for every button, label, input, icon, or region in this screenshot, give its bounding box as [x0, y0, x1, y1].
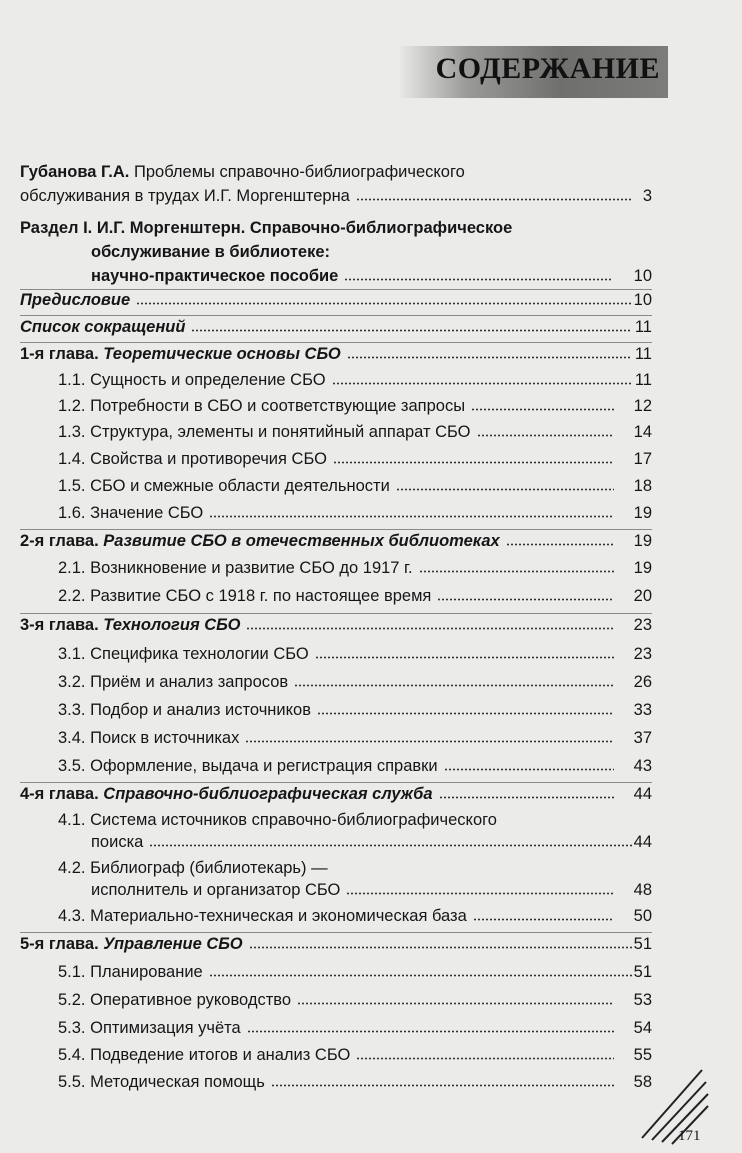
dot-leader — [317, 712, 614, 715]
item-title: 3.2. Приём и анализ запросов — [58, 673, 289, 691]
dot-leader — [396, 488, 614, 491]
item-page: 12 — [633, 397, 652, 415]
item-title-line1: 4.2. Библиограф (библиотекарь) — — [58, 859, 328, 877]
item-title: 2.2. Развитие СБО с 1918 г. по настоящее время — [58, 587, 432, 605]
item-page: 51 — [633, 963, 652, 981]
item-title: 2.1. Возникновение и развитие СБО до 1917 г. — [58, 559, 413, 577]
dot-leader — [136, 302, 632, 305]
item-page: 23 — [633, 645, 652, 663]
section-title-line2: обслуживание в библиотеке: — [91, 243, 331, 261]
item-page: 44 — [633, 833, 652, 851]
item-title: 5.3. Оптимизация учёта — [58, 1019, 241, 1037]
chapter-number: 3-я глава. — [20, 616, 99, 634]
item-page: 54 — [633, 1019, 652, 1037]
dot-leader — [294, 684, 614, 687]
item-page: 17 — [633, 450, 652, 468]
chapter-number: 2-я глава. — [20, 532, 99, 550]
chapter-number: 4-я глава. — [20, 785, 99, 803]
dot-leader — [471, 408, 614, 411]
intro-author: Губанова Г.А. — [20, 163, 130, 181]
item-title: 1.3. Структура, элементы и понятийный аппарат СБО — [58, 423, 471, 441]
entry-page: 11 — [634, 318, 652, 336]
chapter-title: Технология СБО — [103, 616, 241, 634]
chapter-page: 23 — [633, 616, 652, 634]
divider — [20, 315, 652, 316]
item-title: 3.5. Оформление, выдача и регистрация справки — [58, 757, 438, 775]
divider — [20, 782, 652, 783]
chapter-number: 1-я глава. — [20, 345, 99, 363]
item-title: 3.3. Подбор и анализ источников — [58, 701, 311, 719]
item-page: 11 — [634, 371, 652, 389]
item-title: 5.1. Планирование — [58, 963, 203, 981]
chapter-page: 44 — [633, 785, 652, 803]
item-page: 14 — [633, 423, 652, 441]
item-page: 18 — [633, 477, 652, 495]
item-page: 58 — [633, 1073, 652, 1091]
item-title: 5.5. Методическая помощь — [58, 1073, 265, 1091]
chapter-title: Управление СБО — [103, 935, 243, 953]
section-title-line1: Раздел I. И.Г. Моргенштерн. Справочно-библиографическое — [20, 219, 513, 237]
dot-leader — [209, 974, 632, 977]
dot-leader — [344, 278, 613, 281]
dot-leader — [271, 1084, 614, 1087]
item-page: 48 — [633, 881, 652, 899]
item-title: 1.2. Потребности в СБО и соответствующие запросы — [58, 397, 466, 415]
chapter-page: 51 — [633, 935, 652, 953]
chapter-page: 19 — [633, 532, 652, 550]
intro-page: 3 — [642, 187, 652, 205]
dot-leader — [346, 892, 614, 895]
item-page: 55 — [633, 1046, 652, 1064]
dot-leader — [245, 740, 614, 743]
item-title: 1.5. СБО и смежные области деятельности — [58, 477, 390, 495]
item-page: 19 — [633, 559, 652, 577]
item-title: поиска — [91, 833, 144, 851]
dot-leader — [437, 598, 614, 601]
dot-leader — [333, 461, 614, 464]
dot-leader — [249, 946, 632, 949]
item-page: 26 — [633, 673, 652, 691]
item-title: 1.1. Сущность и определение СБО — [58, 371, 326, 389]
chapter-title: Развитие СБО в отечественных библиотеках — [103, 532, 500, 550]
page-number: 171 — [678, 1128, 701, 1144]
dot-leader — [473, 918, 614, 921]
item-page: 33 — [633, 701, 652, 719]
divider — [20, 613, 652, 614]
intro-title-line2: обслуживания в трудах И.Г. Моргенштерна — [20, 187, 350, 205]
dot-leader — [444, 768, 614, 771]
entry-page: 10 — [633, 291, 652, 309]
divider — [20, 529, 652, 530]
item-page: 37 — [633, 729, 652, 747]
section-title-line3: научно-практическое пособие — [91, 267, 339, 285]
item-title-line1: 4.1. Система источников справочно-библиографического — [58, 811, 497, 829]
item-title: 1.4. Свойства и противоречия СБО — [58, 450, 327, 468]
item-title: 1.6. Значение СБО — [58, 504, 204, 522]
item-page: 20 — [633, 587, 652, 605]
dot-leader — [419, 570, 614, 573]
dot-leader — [356, 198, 632, 201]
intro-title-line1: Проблемы справочно-библиографического — [133, 163, 465, 181]
dot-leader — [356, 1057, 614, 1060]
dot-leader — [191, 329, 632, 332]
item-page: 43 — [633, 757, 652, 775]
entry-title: Список сокращений — [20, 318, 186, 336]
entry-title: Предисловие — [20, 291, 131, 309]
dot-leader — [297, 1002, 614, 1005]
section-page: 10 — [633, 267, 652, 285]
item-title: 5.4. Подведение итогов и анализ СБО — [58, 1046, 351, 1064]
item-title: исполнитель и организатор СБО — [91, 881, 341, 899]
item-page: 19 — [633, 504, 652, 522]
divider — [20, 342, 652, 343]
chapter-title: Справочно-библиографическая служба — [103, 785, 433, 803]
dot-leader — [332, 382, 632, 385]
dot-leader — [315, 656, 614, 659]
item-title: 4.3. Материально-техническая и экономическая база — [58, 907, 467, 925]
dot-leader — [209, 515, 614, 518]
dot-leader — [246, 627, 614, 630]
dot-leader — [149, 844, 632, 847]
dot-leader — [477, 434, 614, 437]
item-title: 5.2. Оперативное руководство — [58, 991, 292, 1009]
divider — [20, 932, 652, 933]
item-title: 3.1. Специфика технологии СБО — [58, 645, 309, 663]
dot-leader — [347, 356, 632, 359]
item-page: 50 — [633, 907, 652, 925]
dot-leader — [506, 543, 614, 546]
page-title: СОДЕРЖАНИЕ — [435, 52, 660, 85]
chapter-number: 5-я глава. — [20, 935, 99, 953]
item-page: 53 — [633, 991, 652, 1009]
item-title: 3.4. Поиск в источниках — [58, 729, 240, 747]
dot-leader — [247, 1030, 614, 1033]
chapter-title: Теоретические основы СБО — [103, 345, 341, 363]
dot-leader — [439, 796, 614, 799]
chapter-page: 11 — [634, 345, 652, 363]
